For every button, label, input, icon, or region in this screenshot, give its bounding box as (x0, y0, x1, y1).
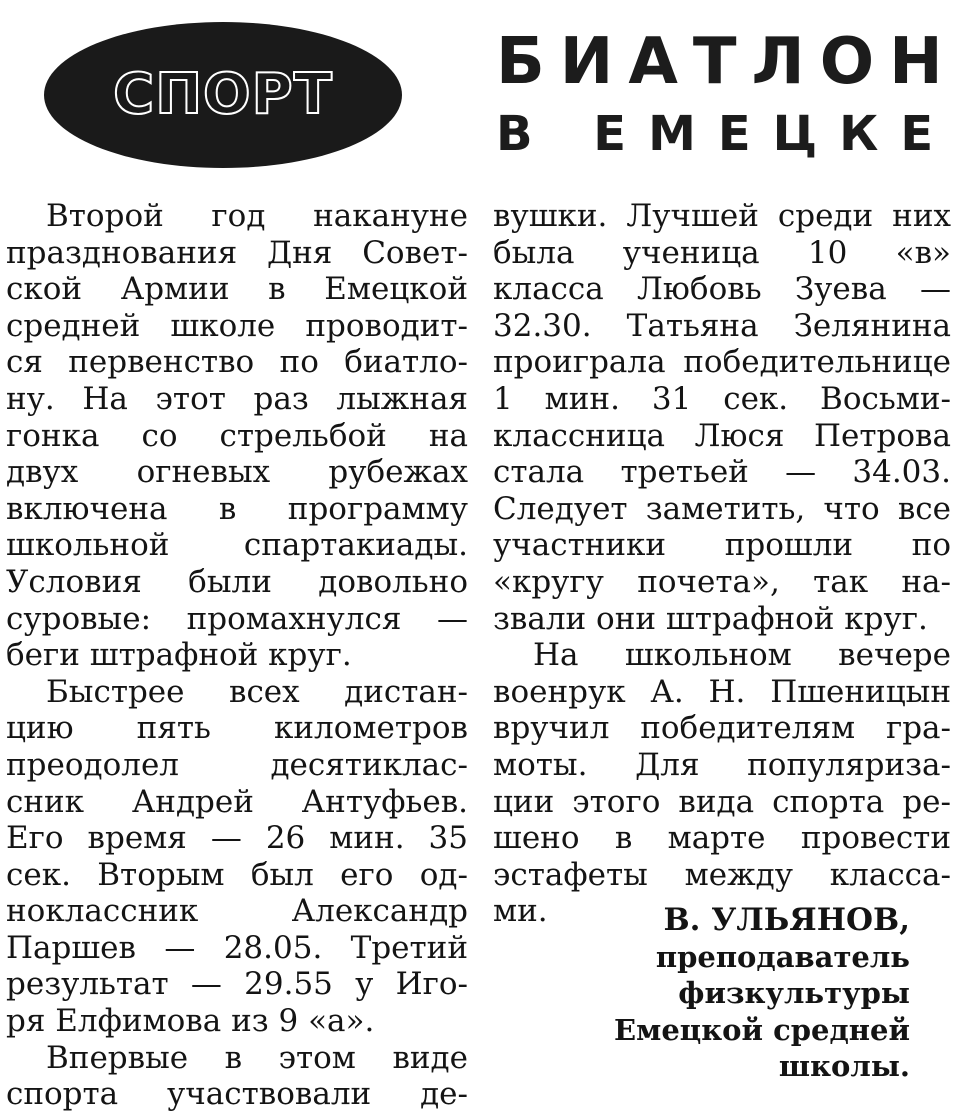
article-line: школьной спартакиады. (6, 527, 468, 564)
article-line: ции этого вида спорта ре- (493, 783, 951, 820)
article-line: 32.30. Татьяна Зелянина (493, 307, 951, 344)
article-line: Условия были довольно (6, 563, 468, 600)
article-line: беги штрафной круг. (6, 637, 352, 674)
article-line: участники прошли по (493, 527, 951, 564)
author-title-line: школы. (778, 1049, 910, 1083)
article-line: была ученица 10 «в» (493, 234, 951, 271)
author-signature (560, 902, 910, 1085)
article-line: сник Андрей Антуфьев. (6, 783, 468, 820)
article-line: проиграла победительнице (493, 344, 951, 381)
article-line: моты. Для популяриза- (493, 746, 951, 783)
article-line: двух огневых рубежах (6, 454, 468, 491)
headline-line-2: В ЕМЕЦКЕ (496, 106, 956, 162)
article-line: включена в программу (6, 490, 468, 527)
article-line: классница Люся Петрова (493, 417, 951, 454)
article-line: Второй год накануне (46, 198, 468, 234)
article-line: ну. На этот раз лыжная (6, 380, 468, 417)
article-line: ми. (493, 893, 548, 930)
article-column-right (493, 198, 951, 930)
article-line: Паршев — 28.05. Третий (6, 929, 468, 966)
article-line: эстафеты между класса- (493, 856, 951, 893)
article-line: ноклассник Александр (6, 893, 468, 930)
author-title-line: физкультуры (678, 976, 910, 1010)
article-line: ся первенство по биатло- (6, 344, 468, 381)
article-line: стала третьей — 34.03. (493, 454, 951, 491)
article-line: гонка со стрельбой на (6, 417, 468, 454)
article-line: класса Любовь Зуева — (493, 271, 951, 308)
article-line: 1 мин. 31 сек. Восьми- (493, 380, 951, 417)
article-line: ря Елфимова из 9 «а». (6, 1003, 375, 1040)
article-line: сек. Вторым был его од- (6, 856, 468, 893)
article-line: Следует заметить, что все (493, 490, 951, 527)
article-line: шено в марте провести (493, 820, 951, 857)
article-line: ской Армии в Емецкой (6, 271, 468, 308)
article-line: суровые: промахнулся — (6, 600, 468, 637)
article-line: празднования Дня Совет- (6, 234, 468, 271)
headline-line-1: БИАТЛОН (496, 25, 958, 99)
article-line: вручил победителям гра- (493, 710, 951, 747)
article-line: средней школе проводит- (6, 307, 468, 344)
article-line: Быстрее всех дистан- (46, 673, 468, 710)
article-line: результат — 29.55 у Иго- (6, 966, 468, 1003)
article-line: На школьном вечере (533, 637, 951, 674)
article-line: цию пять километров (6, 710, 468, 747)
sport-badge (44, 22, 402, 168)
article-column-left (6, 198, 468, 1113)
author-title-line: Емецкой средней (614, 1012, 910, 1047)
section-label: СПОРТ (113, 62, 333, 127)
article-line: звали они штрафной круг. (493, 600, 928, 637)
article-line: «кругу почета», так на- (493, 563, 951, 600)
article-line: преодолел десятиклас- (6, 746, 468, 783)
article-line: спорта участвовали де- (6, 1076, 468, 1113)
article-line: Впервые в этом виде (46, 1039, 468, 1076)
author-title-line: преподаватель (655, 939, 910, 974)
article-line: военрук А. Н. Пшеницын (493, 673, 951, 710)
article-line: Его время — 26 мин. 35 (6, 820, 468, 857)
author-name: В. УЛЬЯНОВ, (663, 902, 910, 938)
article-line: вушки. Лучшей среди них (493, 198, 951, 234)
